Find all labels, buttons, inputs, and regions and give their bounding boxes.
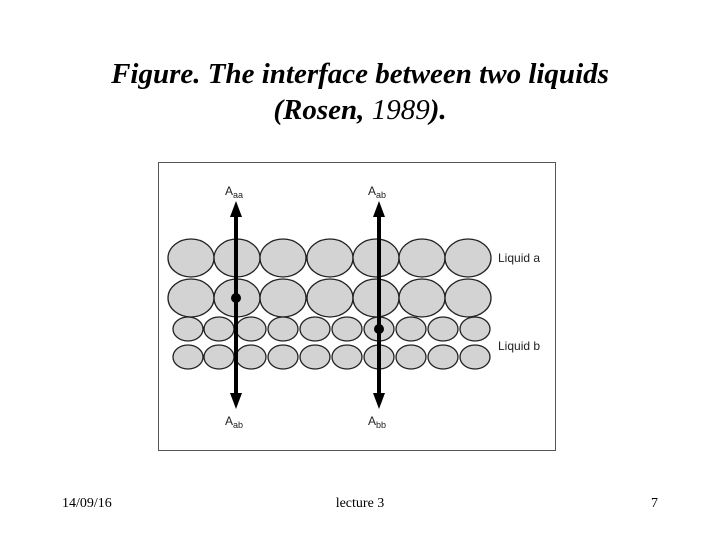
title-year: 1989 [371,94,430,126]
title-close: ). [429,94,447,126]
molecule-a [168,239,214,277]
molecule-b [300,345,330,369]
molecule-b [332,317,362,341]
molecule-b [236,317,266,341]
liquid-b-row-2 [173,345,490,369]
arrow-1-head-up [230,201,242,217]
molecule-b [173,345,203,369]
molecule-b [396,317,426,341]
molecule-a [399,279,445,317]
interface-diagram [159,163,555,450]
label-arrow1-bottom: $A_{ab}$ [225,414,244,430]
molecule-b [428,345,458,369]
molecule-b [460,345,490,369]
molecule-b [173,317,203,341]
arrow-1-molecule-dot [231,293,241,303]
footer-page-number: 7 [651,496,658,511]
molecule-layers [168,239,491,369]
arrow-2-molecule-dot [374,324,384,334]
liquid-a-row-1 [168,239,491,277]
slide-title [0,56,720,128]
molecule-b [332,345,362,369]
molecule-a [260,239,306,277]
molecule-b [268,317,298,341]
label-arrow2-bottom: $A_{bb}$ [368,414,387,430]
molecule-a [168,279,214,317]
molecule-a [260,279,306,317]
molecule-b [204,317,234,341]
molecule-b [204,345,234,369]
molecule-b [460,317,490,341]
title-author: (Rosen, [273,94,372,126]
molecule-a [399,239,445,277]
molecule-a [307,239,353,277]
molecule-b [396,345,426,369]
footer-lecture: lecture 3 [335,496,385,511]
molecule-a [353,239,399,277]
label-liquid-b: Liquid b [498,339,541,353]
molecule-a [445,279,491,317]
molecule-b [236,345,266,369]
title-line-2 [0,92,720,128]
molecule-b [300,317,330,341]
arrow-2-head-up [373,201,385,217]
liquid-a-row-2 [168,279,491,317]
label-arrow2-top: $A_{ab}$ [368,184,387,200]
molecule-a [307,279,353,317]
molecule-a [445,239,491,277]
arrow-2-head-down [373,393,385,409]
title-line-1: Figure. The interface between two liquids [111,58,609,90]
label-liquid-a: Liquid a [498,251,541,265]
molecule-a [353,279,399,317]
arrow-1-head-down [230,393,242,409]
liquid-b-row-1 [173,317,490,341]
label-arrow1-top: $A_{aa}$ [225,184,244,200]
interface-figure [158,162,556,451]
footer-date: 14/09/16 [62,496,112,511]
molecule-b [268,345,298,369]
molecule-b [428,317,458,341]
